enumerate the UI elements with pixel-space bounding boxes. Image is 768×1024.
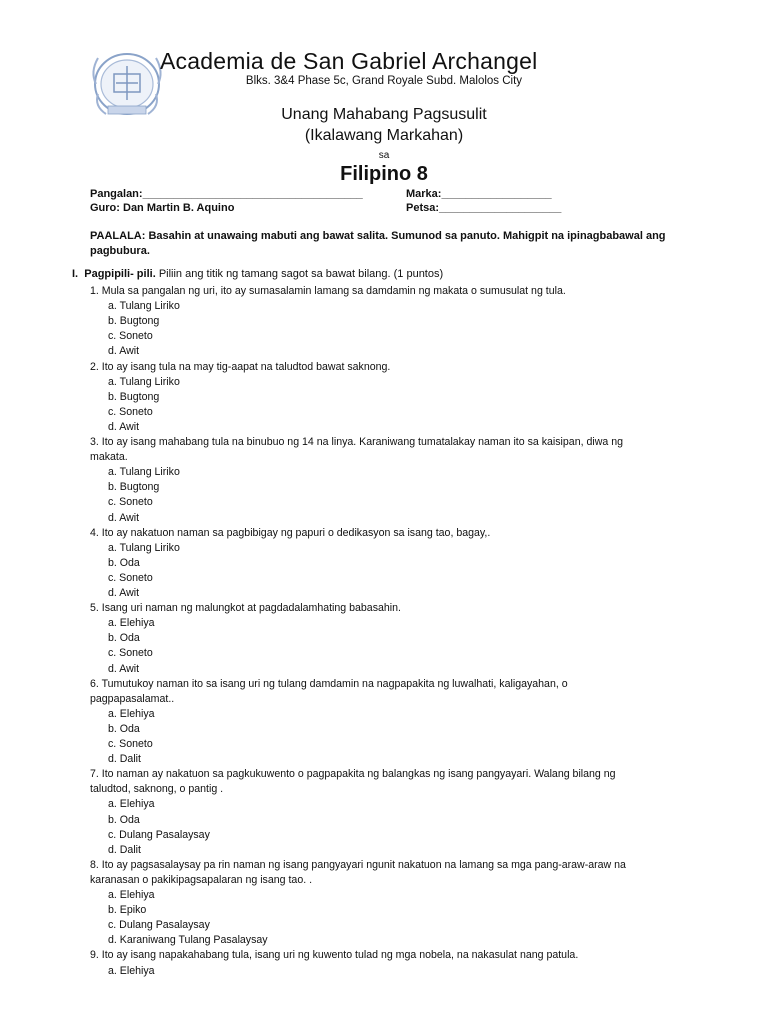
section-title: Pagpipili- pili. [84, 268, 156, 280]
name-field[interactable]: Pangalan:____________________________________ [90, 188, 363, 200]
exam-quarter: (Ikalawang Markahan) [304, 127, 464, 144]
answer-choice: a. Elehiya [108, 964, 155, 977]
answer-choice: b. Bugtong [108, 315, 160, 328]
exam-connector: sa [378, 150, 390, 161]
answer-choice: c. Soneto [108, 738, 153, 750]
answer-choice: b. Oda [108, 556, 140, 569]
school-address: Blks. 3&4 Phase 5c, Grand Royale Subd. Malolos City [245, 75, 523, 87]
instructions-note: PAALALA: Basahin at unawaing mabuti ang bawat salita. Sumunod sa panuto. Mahigpit na ipinagbabawal ang pagbubura. [90, 230, 666, 257]
section-heading [72, 268, 443, 280]
teacher-field: Guro: Dan Martin B. Aquino [90, 202, 235, 214]
answer-choice: c. Soneto [108, 496, 153, 509]
question-text: 2. Ito ay isang tula na may tig-aapat na taludtod bawat saknong. [90, 360, 391, 373]
score-field[interactable]: Marka:__________________ [406, 188, 552, 200]
school-name: Academia de San Gabriel Archangel [160, 48, 538, 74]
question-text: 9. Ito ay isang napakahabang tula, isang uri ng kuwento tulad ng mga nobela, na nakasulat nang patula. [90, 949, 579, 962]
exam-title: Unang Mahabang Pagsusulit [281, 106, 487, 123]
answer-choice: d. Dalit [108, 753, 141, 766]
question-text: taludtod, saknong, o pantig . [90, 783, 224, 796]
answer-choice: a. Elehiya [108, 798, 155, 811]
answer-choice: d. Awit [108, 420, 140, 433]
answer-choice: d. Awit [108, 662, 140, 675]
exam-subject: Filipino 8 [340, 163, 428, 185]
question-text: makata. [90, 451, 128, 464]
answer-choice: b. Bugtong [108, 390, 160, 403]
question-text: 8. Ito ay pagsasalaysay pa rin naman ng isang pangyayari ngunit nakatuon na lamang sa mga pang-araw-araw na [90, 858, 626, 871]
answer-choice: a. Tulang Liriko [108, 541, 180, 554]
answer-choice: d. Awit [108, 511, 140, 524]
answer-choice: b. Oda [108, 813, 140, 826]
answer-choice: d. Awit [108, 587, 140, 599]
answer-choice: b. Oda [108, 722, 140, 735]
date-field[interactable]: Petsa:____________________ [406, 202, 562, 214]
answer-choice: a. Elehiya [108, 617, 155, 630]
question-text: karanasan o pakikipagsapalaran ng isang tao. . [90, 873, 313, 886]
answer-choice: d. Karaniwang Tulang Pasalaysay [108, 934, 268, 947]
answer-choice: a. Elehiya [108, 889, 155, 901]
question-text: 4. Ito ay nakatuon naman sa pagbibigay ng papuri o dedikasyon sa isang tao, bagay,. [90, 526, 491, 539]
answer-choice: c. Soneto [108, 647, 153, 660]
answer-choice: c. Soneto [108, 330, 153, 343]
answer-choice: c. Soneto [108, 405, 153, 418]
answer-choice: a. Tulang Liriko [108, 300, 180, 313]
answer-choice: c. Soneto [108, 571, 153, 584]
answer-choice: b. Oda [108, 632, 140, 645]
answer-choice: b. Epiko [108, 904, 147, 917]
question-text: 7. Ito naman ay nakatuon sa pagkukuwento o pagpapakita ng balangkas ng isang pangyayari. Walang bilang ng [90, 768, 616, 781]
question-text: 1. Mula sa pangalan ng uri, ito ay sumasalamin lamang sa damdamin ng makata o sumusulat ng tula. [90, 285, 566, 297]
answer-choice: a. Tulang Liriko [108, 466, 180, 479]
answer-choice: c. Dulang Pasalaysay [108, 919, 210, 932]
answer-choice: c. Dulang Pasalaysay [108, 828, 210, 841]
answer-choice: d. Dalit [108, 843, 141, 856]
question-text: 6. Tumutukoy naman ito sa isang uri ng tulang damdamin na nagpapakita ng luwalhati, kaligayahan, o [90, 677, 568, 690]
question-text: pagpapasalamat.. [90, 692, 175, 705]
answer-choice: a. Tulang Liriko [108, 375, 180, 388]
section-instruction: Piliin ang titik ng tamang sagot sa bawat bilang. (1 puntos) [158, 268, 444, 280]
section-number: I. [72, 268, 79, 280]
answer-choice: b. Bugtong [108, 481, 160, 494]
answer-choice: a. Elehiya [108, 707, 155, 720]
question-text: 5. Isang uri naman ng malungkot at pagdadalamhating babasahin. [90, 602, 401, 615]
question-text: 3. Ito ay isang mahabang tula na binubuo ng 14 na linya. Karaniwang tumatalakay naman ito sa kaisipan, diwa ng [90, 436, 623, 448]
answer-choice: d. Awit [108, 345, 140, 358]
